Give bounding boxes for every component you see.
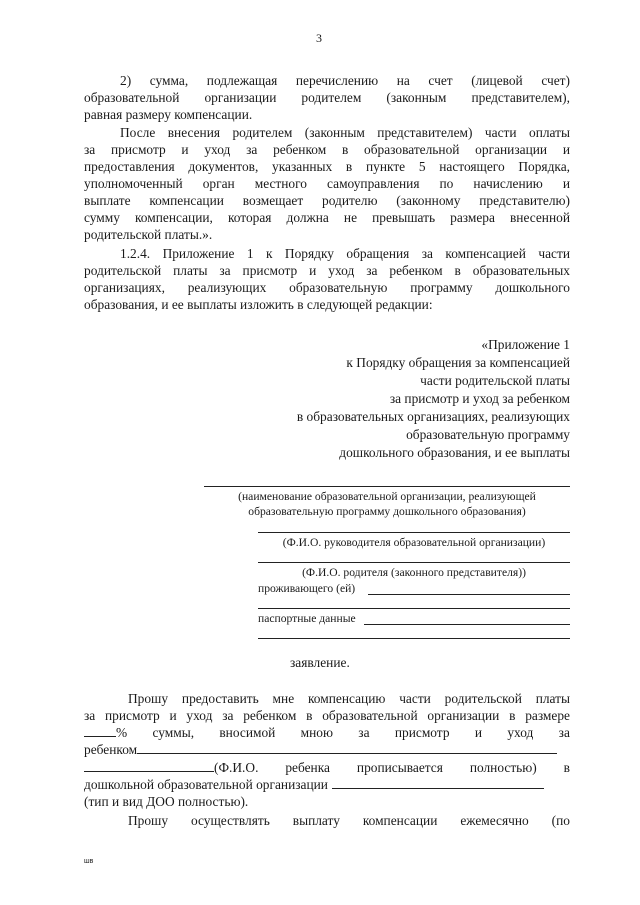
org-name-line[interactable]	[204, 486, 570, 487]
after-payment-line-1: После внесения родителем (законным представителем) части оплаты	[120, 125, 570, 140]
footer-mark: шв	[84, 858, 94, 865]
request-line-5: (Ф.И.О. ребенка прописывается полностью) в	[84, 759, 570, 776]
appendix-line-4: за присмотр и уход за ребенком	[389, 391, 570, 406]
clause-1-2-4-line-1: 1.2.4. Приложение 1 к Порядку обращения за компенсацией части	[120, 246, 570, 261]
org-name-caption-1: (наименование образовательной организации, реализующей	[238, 490, 536, 503]
passport-field[interactable]	[364, 624, 570, 625]
head-name-caption: (Ф.И.О. руководителя образовательной организации)	[282, 536, 546, 549]
after-payment-line-7: родительской платы.».	[84, 227, 213, 242]
passport-label: паспортные данные	[258, 612, 356, 625]
appendix-line-5: в образовательных организациях, реализующих	[296, 409, 570, 424]
request-line-6: дошкольной образовательной организации	[84, 776, 544, 793]
head-name-line[interactable]	[258, 532, 570, 533]
item2-line-2: образовательной организации родителем (законным представителем),	[84, 90, 570, 105]
after-payment-line-6: сумму компенсации, которая должна не превышать размера внесенной	[84, 210, 570, 225]
child-name-field[interactable]	[84, 759, 214, 772]
item2-line-1: 2) сумма, подлежащая перечислению на счет (лицевой счет)	[120, 73, 570, 88]
item2-line-3: равная размеру компенсации.	[84, 107, 253, 122]
appendix-line-2: к Порядку обращения за компенсацией	[346, 355, 570, 370]
after-payment-line-4: уполномоченный орган местного самоуправления по начислению и	[84, 176, 570, 191]
appendix-line-3: части родительской платы	[420, 373, 570, 388]
appendix-line-6: образовательную программу	[406, 427, 570, 442]
clause-1-2-4-line-3: организациях, реализующих образовательную программу дошкольного	[84, 280, 570, 295]
request-line-1: Прошу предоставить мне компенсацию части родительской платы	[128, 691, 570, 706]
institution-field[interactable]	[332, 776, 544, 789]
clause-1-2-4-line-2: родительской платы за присмотр и уход за ребенком в образовательных	[84, 263, 570, 278]
after-payment-line-2: за присмотр и уход за ребенком в образовательной организации и	[84, 142, 570, 157]
percent-field[interactable]	[84, 724, 116, 737]
request-line-2: за присмотр и уход за ребенком в образовательной организации в размере	[84, 708, 570, 723]
percent-field-group: %	[84, 724, 127, 741]
request-line-7: (тип и вид ДОО полностью).	[84, 794, 249, 809]
request-line-8: Прошу осуществлять выплату компенсации ежемесячно (по	[128, 813, 570, 828]
child-field[interactable]	[137, 741, 557, 754]
child-name-group: (Ф.И.О.	[84, 759, 258, 776]
request-line-3: % суммы, вносимой мною за присмотр и уход за	[84, 724, 570, 741]
org-name-caption-2: образовательную программу дошкольного образования)	[248, 505, 526, 518]
parent-name-line[interactable]	[258, 562, 570, 563]
residing-label: проживающего (ей)	[258, 582, 356, 595]
after-payment-line-3: предоставления документов, указанных в пункте 5 настоящего Порядка,	[84, 159, 570, 174]
page-number: 3	[316, 31, 322, 45]
residing-field[interactable]	[368, 594, 570, 595]
after-payment-line-5: выплате компенсации возмещает родителю (законному представителю)	[84, 193, 570, 208]
appendix-line-7: дошкольного образования, и ее выплаты	[339, 445, 570, 460]
clause-1-2-4-line-4: образования, и ее выплаты изложить в следующей редакции:	[84, 297, 433, 312]
residing-field-2[interactable]	[258, 608, 570, 609]
passport-field-2[interactable]	[258, 638, 570, 639]
statement-title: заявление.	[290, 655, 350, 670]
appendix-line-1: «Приложение 1	[481, 337, 570, 352]
request-line-4: ребенком	[84, 741, 557, 758]
parent-name-caption: (Ф.И.О. родителя (законного представителя))	[302, 566, 526, 579]
